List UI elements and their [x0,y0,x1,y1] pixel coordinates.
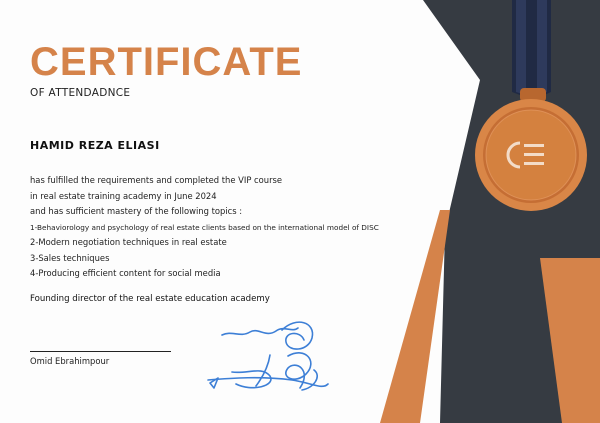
topic-item: 4-Producing efficient content for social media [30,268,221,278]
signature-line [30,351,171,352]
body-line: has fulfilled the requirements and completed the VIP course [30,175,283,185]
certificate-subtitle: OF ATTENDADNCE [30,87,131,99]
topic-item: 1-Behaviorology and psychology of real estate clients based on the international model of DISC [30,222,379,232]
recipient-name: HAMID REZA ELIASI [30,139,160,152]
director-title: Founding director of the real estate education academy [30,294,270,304]
topic-item: 2-Modern negotiation techniques in real estate [30,237,227,247]
body-line: in real estate training academy in June 2024 [30,190,217,201]
topic-item: 3-Sales techniques [30,252,110,263]
body-line: and has sufficient mastery of the following topics : [30,206,243,216]
certificate-title: CERTIFICATE [30,40,303,84]
signatory-name: Omid Ebrahimpour [30,356,110,366]
